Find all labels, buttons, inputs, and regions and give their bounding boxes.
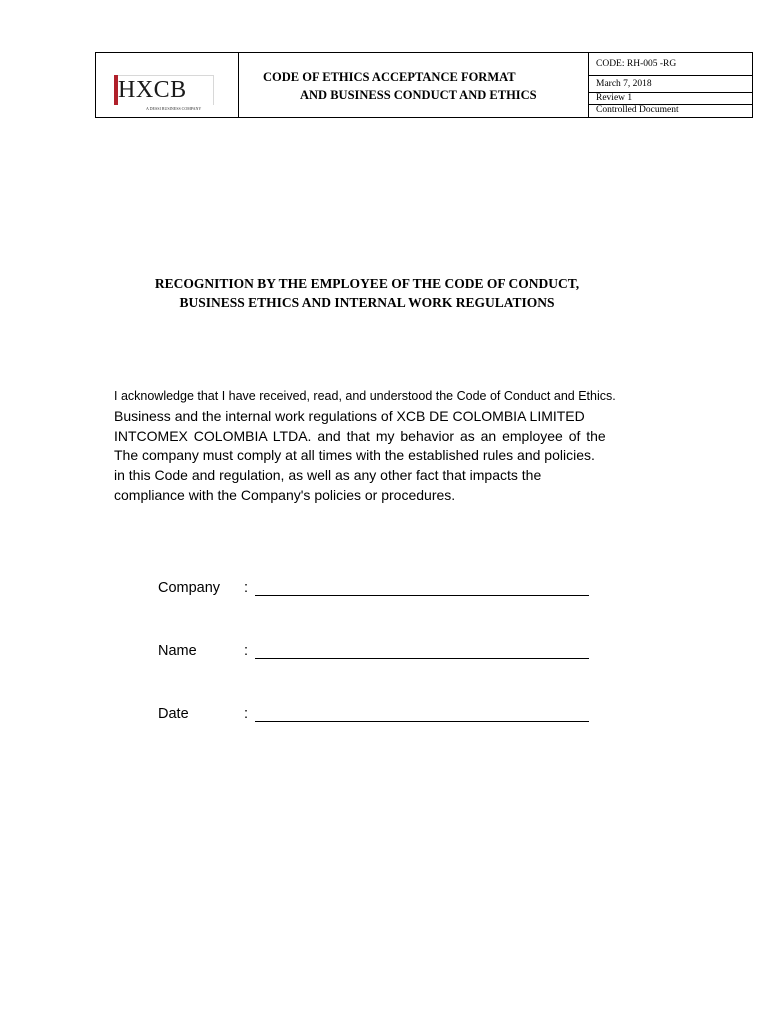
document-status: Controlled Document <box>596 105 679 115</box>
date-field[interactable] <box>255 721 589 722</box>
body-line: INTCOMEX COLOMBIA LTDA. and that my behavior as an employee of the <box>114 428 606 444</box>
logo-tagline: A DESSI BUSINESS COMPANY <box>146 106 202 111</box>
header-meta-cell <box>589 53 752 117</box>
body-line: The company must comply at all times with the established rules and policies. <box>114 447 595 463</box>
date-label: Date <box>158 706 189 722</box>
body-line: Business and the internal work regulations of XCB DE COLOMBIA LIMITED <box>114 408 585 424</box>
body-line: compliance with the Company's policies or procedures. <box>114 487 456 503</box>
body-line: in this Code and regulation, as well as any other fact that impacts the <box>114 467 542 483</box>
logo-cell <box>96 53 239 117</box>
company-field[interactable] <box>255 595 589 596</box>
company-colon: : <box>244 580 249 596</box>
name-colon: : <box>244 643 249 659</box>
name-field[interactable] <box>255 658 589 659</box>
company-logo <box>114 73 218 113</box>
body-line: I acknowledge that I have received, read, and understood the Code of Conduct and Ethics. <box>114 389 616 403</box>
logo-text: HXCB <box>118 77 187 103</box>
company-label: Company <box>158 580 221 596</box>
header-title-line2: AND BUSINESS CONDUCT AND ETHICS <box>300 88 537 102</box>
header-title-cell <box>239 53 589 117</box>
document-date: March 7, 2018 <box>589 76 752 93</box>
document-review: Review 1 <box>589 93 752 105</box>
date-colon: : <box>244 706 249 722</box>
name-label: Name <box>158 643 197 659</box>
document-header <box>95 52 753 118</box>
page-heading-line2: BUSINESS ETHICS AND INTERNAL WORK REGULATIONS <box>179 295 555 310</box>
header-title-line1: CODE OF ETHICS ACCEPTANCE FORMAT <box>263 70 516 84</box>
document-code: CODE: RH-005 -RG <box>589 53 752 76</box>
page-heading-line1: RECOGNITION BY THE EMPLOYEE OF THE CODE OF CONDUCT, <box>154 276 580 291</box>
